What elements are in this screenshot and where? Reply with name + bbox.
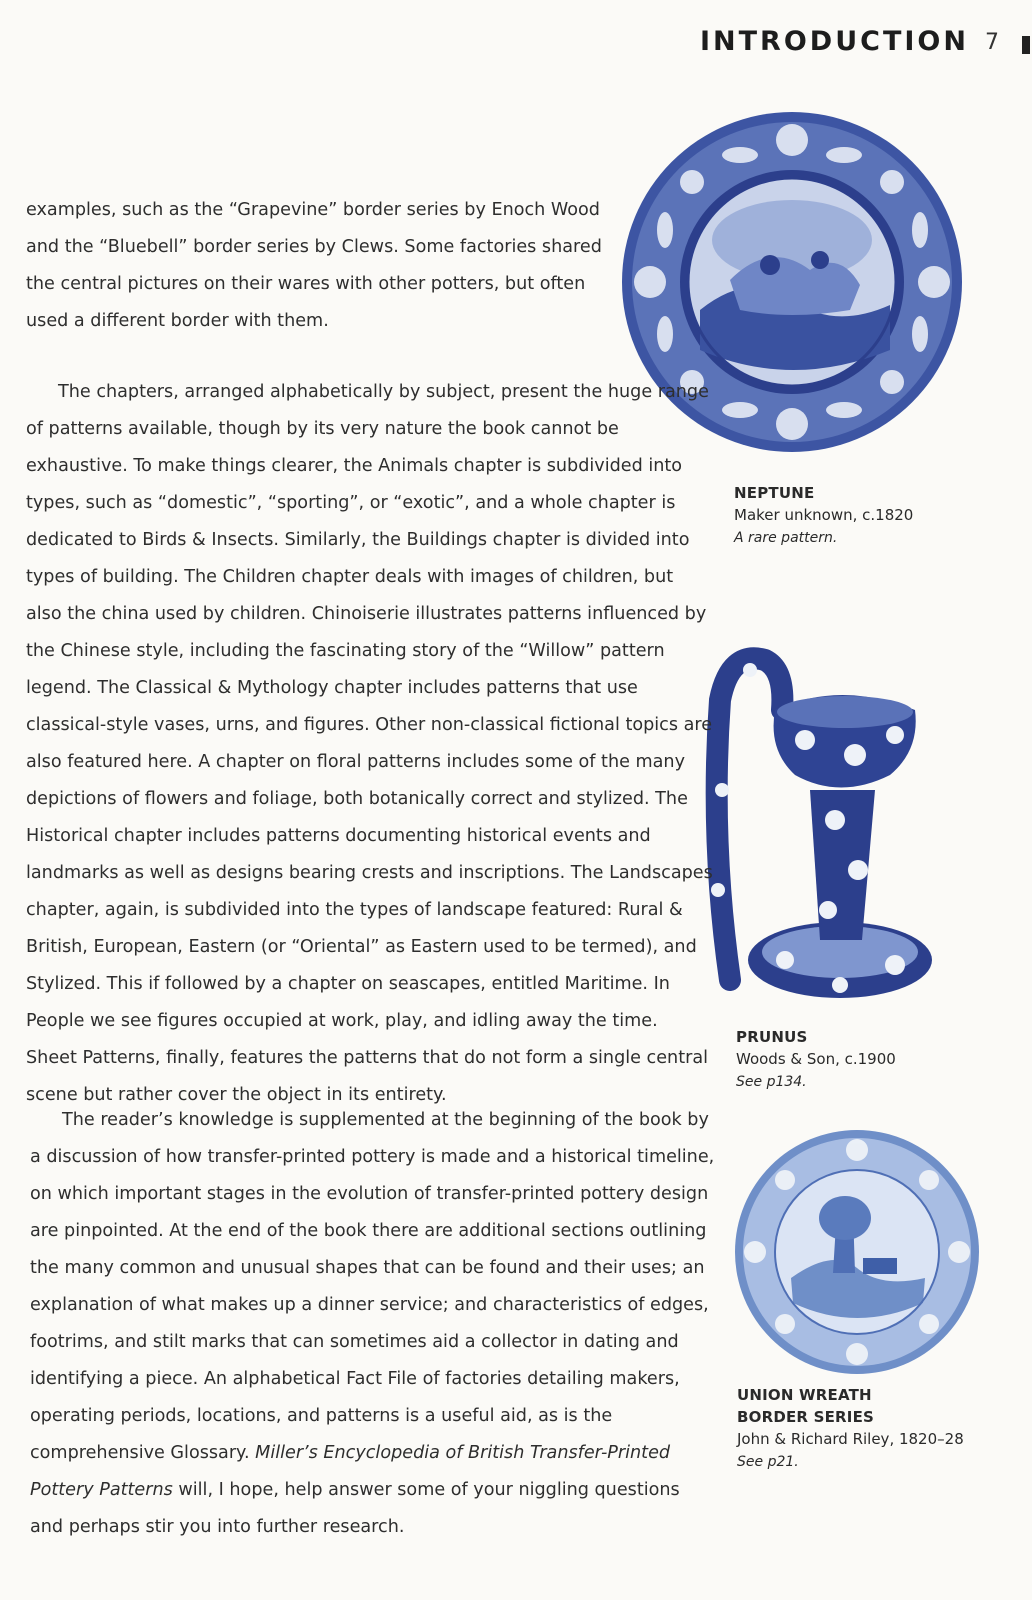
thumb-index-mark [1022,36,1030,54]
paragraph-3-start: The reader’s knowledge is supplemented at the beginning of the book by a discussion of how transfer-printed pottery is made and a historical timeline, on which important stages in the evolution of transfer-printed pottery design are pinpointed. At the end of the book there are additional sections outlining the many common and unusual shapes that can be found and their uses; an explanation of what makes up a dinner service; and characteristics of edges, footrims, and stilt marks that can sometimes aid a collector in dating and identifying a piece. An alphabetical Fact File of factories detailing makers, operating periods, locations, and patterns is a useful aid, as is the comprehensive Glossary. [30,1110,715,1463]
caption-title: PRUNUS [736,1028,808,1046]
paragraph-1: examples, such as the “Grapevine” border series by Enoch Wood and the “Bluebell” border series by Clews. Some factories shared the central pictures on their wares with other potters, but often used a different border with them. [26,200,602,331]
neptune-caption [734,482,1024,549]
union-wreath-plate-image [733,1128,981,1376]
caption-note: A rare pattern. [734,530,838,546]
paragraph-2: The chapters, arranged alphabetically by subject, present the huge range of patterns available, though by its very nature the book cannot be exhaustive. To make things clearer, the Animals chapter is subdivided into types, such as “domestic”, “sporting”, or “exotic”, and a whole chapter is dedicated to Birds & Insects. Similarly, the Buildings chapter is divided into types of building. The Children chapter deals with images of children, but also the china used by children. Chinoiserie illustrates patterns influenced by the Chinese style, including the fascinating story of the “Willow” pattern legend. The Classical & Mythology chapter includes patterns that use classical-style vases, urns, and figures. Other non-classical fictional topics are also featured here. A chapter on floral patterns includes some of the many depictions of flowers and foliage, both botanically correct and stylized. The Historical chapter includes patterns documenting historical events and landmarks as well as designs bearing crests and inscriptions. The Landscapes chapter, again, is subdivided into the types of landscape featured: Rural & British, European, Eastern (or “Oriental” as Eastern used to be termed), and Stylized. This if followed by a chapter on seascapes, entitled Maritime. In People we see figures occupied at work, play, and idling away the time. Sheet Patterns, finally, features the patterns that do not form a single central scene but rather cover the object in its entirety. [26,382,713,1105]
caption-note: See p134. [736,1074,807,1090]
prunus-caption [736,1026,1026,1093]
book-title: Miller’s Encyclopedia of British Transfer-Printed Pottery Patterns [30,1443,671,1500]
caption-maker: John & Richard Riley, 1820–28 [737,1430,964,1448]
caption-title-line1: UNION WREATH [737,1386,872,1404]
page-number: 7 [985,30,999,55]
paragraph-3-end: will, I hope, help answer some of your niggling questions and perhaps stir you into further research. [30,1480,680,1537]
caption-title-line2: BORDER SERIES [737,1408,875,1426]
caption-title: NEPTUNE [734,484,815,502]
caption-note: See p21. [737,1454,799,1470]
running-header-title: INTRODUCTION [700,26,969,57]
caption-maker: Woods & Son, c.1900 [736,1050,896,1068]
prunus-chamberstick-image [690,640,935,1010]
paragraph-3 [30,1102,716,1546]
union-wreath-caption [737,1384,1027,1473]
caption-maker: Maker unknown, c.1820 [734,506,914,524]
